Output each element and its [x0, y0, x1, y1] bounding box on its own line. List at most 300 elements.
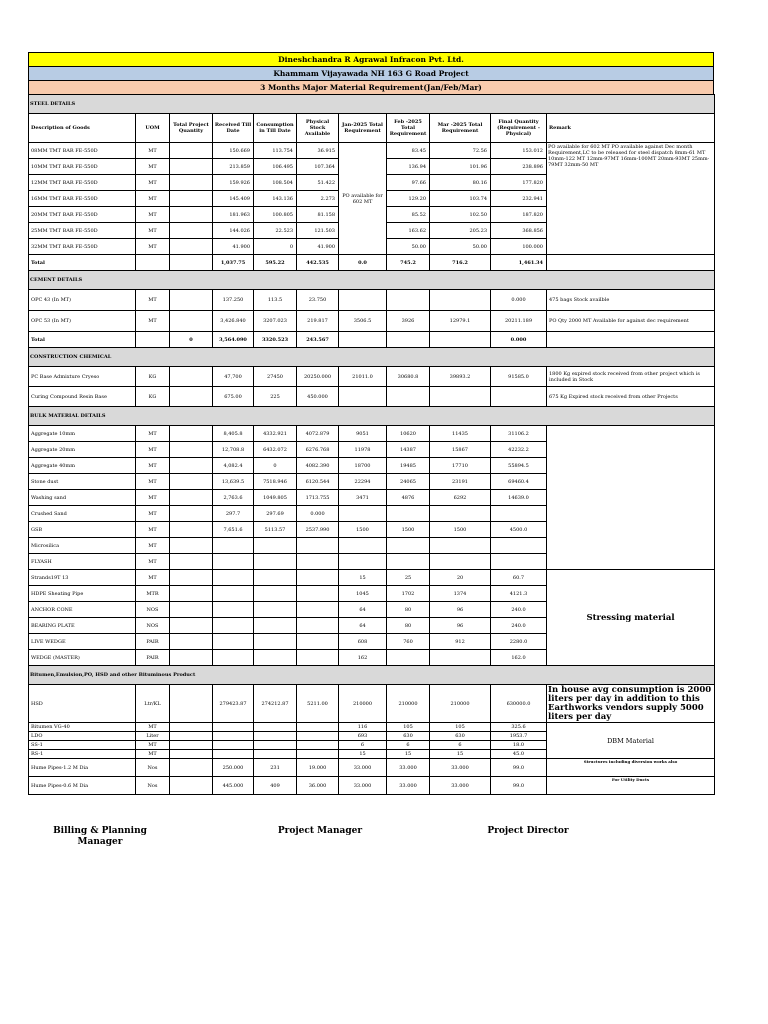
section-cement	[29, 271, 715, 290]
material-name: HDPE Sheating Pipe	[29, 586, 136, 602]
total-qty-cell	[170, 442, 213, 458]
received-cell: 144.026	[213, 223, 254, 239]
feb-cell: 163.62	[387, 223, 430, 239]
total-qty-cell	[170, 490, 213, 506]
mar-cell	[430, 650, 491, 666]
stressing-remark: Stressing material	[547, 570, 715, 666]
jan-cell: 9051	[339, 426, 387, 442]
phy-cell: 19.000	[297, 759, 339, 777]
column-header-desc: Description of Goods	[29, 114, 136, 143]
final-cell: 187.820	[491, 207, 547, 223]
total-rec: 1,037.75	[213, 255, 254, 271]
jan-cell	[339, 506, 387, 522]
table-cell	[387, 332, 430, 348]
material-name: OPC 53 (In MT)	[29, 311, 136, 332]
phy-cell	[297, 538, 339, 554]
rec-cell: 297.7	[213, 506, 254, 522]
fin-cell: 0.000	[491, 290, 547, 311]
phy-cell: 0.000	[297, 506, 339, 522]
table-cell	[254, 723, 297, 732]
section-title: CEMENT DETAILS	[29, 271, 715, 290]
material-name: GSB	[29, 522, 136, 538]
remark-cell: 1800 Kg expired stock received from other project which is included in Stock	[547, 367, 715, 387]
feb-cell	[387, 387, 430, 407]
total-qty-cell	[170, 650, 213, 666]
total-rec: 3,564.090	[213, 332, 254, 348]
fin-cell: 31106.2	[491, 426, 547, 442]
table-cell	[297, 741, 339, 750]
mar-cell: 72.56	[430, 143, 491, 159]
material-name: OPC 43 (In MT)	[29, 290, 136, 311]
total-qty-cell	[170, 223, 213, 239]
feb-cell: 80	[387, 602, 430, 618]
mar-cell: 103.74	[430, 191, 491, 207]
total-qty-cell	[170, 426, 213, 442]
uom-cell: PAIR	[136, 650, 170, 666]
section-title: Bitumen,Emulsion,PO, HSD and other Bituminous Product	[29, 666, 715, 685]
feb-cell: 630	[387, 732, 430, 741]
rec-cell	[213, 602, 254, 618]
con-cell: 225	[254, 387, 297, 407]
physical-cell: 51.422	[297, 175, 339, 191]
column-header-total_qty: Total Project Quantity	[170, 114, 213, 143]
column-header-final: Final Quantity (Requirement - Physical)	[491, 114, 547, 143]
phy-cell: 6120.544	[297, 474, 339, 490]
jan-cell: 15	[339, 570, 387, 586]
uom-cell: PAIR	[136, 634, 170, 650]
rec-cell	[213, 634, 254, 650]
table-cell	[213, 732, 254, 741]
mar-cell: 33.000	[430, 759, 491, 777]
total-qty: 0	[170, 332, 213, 348]
bitumen-row	[29, 723, 715, 732]
material-name: LDO	[29, 732, 136, 741]
uom-cell: MT	[136, 723, 170, 732]
feb-cell: 97.66	[387, 175, 430, 191]
final-cell: 368.856	[491, 223, 547, 239]
table-cell	[213, 741, 254, 750]
uom-cell: MT	[136, 750, 170, 759]
mar-cell: 205.23	[430, 223, 491, 239]
phy-cell	[297, 554, 339, 570]
material-table	[28, 94, 715, 795]
column-header-physical: Physical Stock Available	[297, 114, 339, 143]
fin-cell	[491, 538, 547, 554]
fin-cell	[491, 554, 547, 570]
total-feb: 745.2	[387, 255, 430, 271]
material-name: Strands19T 13	[29, 570, 136, 586]
table-cell	[170, 723, 213, 732]
section-bulk	[29, 407, 715, 426]
phy-cell: 36.000	[297, 777, 339, 795]
phy-cell	[297, 634, 339, 650]
rec-cell: 12,708.8	[213, 442, 254, 458]
fin-cell: 4121.3	[491, 586, 547, 602]
column-header-mar: Mar -2025 Total Requirement	[430, 114, 491, 143]
jan-cell: 116	[339, 723, 387, 732]
fin-cell: 69460.4	[491, 474, 547, 490]
con-cell: 297.69	[254, 506, 297, 522]
total-phy: 442.535	[297, 255, 339, 271]
phy-cell: 5211.00	[297, 685, 339, 723]
column-header-feb: Feb -2025 Total Requirement	[387, 114, 430, 143]
remark-cell: PO Qty 2000 MT Available for against dec requirement	[547, 311, 715, 332]
column-header-jan: Jan-2025 Total Requirement	[339, 114, 387, 143]
remark-cell: 475 bags Stock availble	[547, 290, 715, 311]
feb-cell: 136.94	[387, 159, 430, 175]
material-name: 20MM TMT BAR FE-550D	[29, 207, 136, 223]
physical-cell: 2.273	[297, 191, 339, 207]
uom-cell: MT	[136, 538, 170, 554]
jan-cell: 11978	[339, 442, 387, 458]
rec-cell: 8,405.8	[213, 426, 254, 442]
rec-cell: 675.00	[213, 387, 254, 407]
con-cell	[254, 554, 297, 570]
jan-cell: 22294	[339, 474, 387, 490]
mar-cell: 101.96	[430, 159, 491, 175]
con-cell	[254, 586, 297, 602]
project-manager-signature: Project Manager	[277, 826, 363, 836]
mar-cell: 1374	[430, 586, 491, 602]
jan-cell: 6	[339, 741, 387, 750]
total-qty-cell	[170, 759, 213, 777]
material-name: 10MM TMT BAR FE-550D	[29, 159, 136, 175]
fin-cell: 162.0	[491, 650, 547, 666]
uom-cell: MT	[136, 474, 170, 490]
feb-cell: 85.52	[387, 207, 430, 223]
mar-cell: 33.000	[430, 777, 491, 795]
uom-cell: MT	[136, 311, 170, 332]
jan-cell: 3471	[339, 490, 387, 506]
phy-cell: 20250.000	[297, 367, 339, 387]
steel-remark: PO available for 602 MT PO available against Dec month Requirement,LC to be released for steel dispatch 8mm-61 MT 10mm-122 MT 12mm-97MT 16mm-100MT 20mm-93MT 25mm-79MT 32mm-50 MT	[547, 143, 715, 255]
mar-cell: 39893.2	[430, 367, 491, 387]
qty-cell	[170, 311, 213, 332]
fin-cell: 240.0	[491, 602, 547, 618]
final-cell: 177.820	[491, 175, 547, 191]
feb-cell: 19485	[387, 458, 430, 474]
pipe-remark: Structures including diversion works also	[547, 759, 715, 777]
section-title: CONSTRUCTION CHEMICAL	[29, 348, 715, 367]
uom-cell: MT	[136, 522, 170, 538]
fin-cell: 325.6	[491, 723, 547, 732]
table-cell	[339, 332, 387, 348]
material-name: LIVE WEDGE	[29, 634, 136, 650]
rec-cell: 7,651.6	[213, 522, 254, 538]
fin-cell: 1953.7	[491, 732, 547, 741]
total-con: 595.22	[254, 255, 297, 271]
remark-cell: 675 Kg Expired stock received from other Projects	[547, 387, 715, 407]
phy-cell: 23.750	[297, 290, 339, 311]
total-qty-cell	[170, 387, 213, 407]
uom-cell: MT	[136, 506, 170, 522]
bulk-row	[29, 570, 715, 586]
table-cell	[170, 741, 213, 750]
mar-cell: 105	[430, 723, 491, 732]
uom-cell: MT	[136, 223, 170, 239]
fin-cell: 18.0	[491, 741, 547, 750]
phy-cell: 450.000	[297, 387, 339, 407]
rec-cell	[213, 554, 254, 570]
fin-cell: 630000.0	[491, 685, 547, 723]
con-cell: 1049.805	[254, 490, 297, 506]
rec-cell	[213, 538, 254, 554]
section-bitumen	[29, 666, 715, 685]
material-name: Crushed Sand	[29, 506, 136, 522]
physical-cell: 107.364	[297, 159, 339, 175]
remark-cell	[547, 426, 715, 570]
con-cell	[254, 618, 297, 634]
company-name: Dineshchandra R Agrawal Infracon Pvt. Ltd.	[28, 52, 714, 66]
fin-cell: 55894.5	[491, 458, 547, 474]
fin-cell: 2280.0	[491, 634, 547, 650]
feb-cell: 30680.8	[387, 367, 430, 387]
material-name: Hume Pipes-0.6 M Dia	[29, 777, 136, 795]
feb-cell	[387, 506, 430, 522]
jan-cell: 1500	[339, 522, 387, 538]
material-name: Hume Pipes-1.2 M Dia	[29, 759, 136, 777]
jan-cell	[339, 538, 387, 554]
consumption-cell: 106.495	[254, 159, 297, 175]
feb-cell: 14387	[387, 442, 430, 458]
jan-cell	[339, 387, 387, 407]
jan-cell: 1045	[339, 586, 387, 602]
uom-cell: KG	[136, 387, 170, 407]
rec-cell: 137.250	[213, 290, 254, 311]
jan-cell	[339, 554, 387, 570]
total-qty-cell	[170, 239, 213, 255]
column-header-remark: Remark	[547, 114, 715, 143]
feb-cell: 33.000	[387, 777, 430, 795]
con-cell	[254, 602, 297, 618]
requirement-sheet	[28, 52, 714, 795]
steel-row	[29, 143, 715, 159]
rec-cell	[213, 618, 254, 634]
feb-cell: 3926	[387, 311, 430, 332]
con-cell	[254, 570, 297, 586]
jan-cell: 18700	[339, 458, 387, 474]
phy-cell: 4082.390	[297, 458, 339, 474]
uom-cell: MT	[136, 159, 170, 175]
con-cell: 27450	[254, 367, 297, 387]
feb-cell	[387, 650, 430, 666]
final-cell: 100.000	[491, 239, 547, 255]
con-cell: 6432.072	[254, 442, 297, 458]
project-name: Khammam Vijayawada NH 163 G Road Project	[28, 66, 714, 80]
final-cell: 238.896	[491, 159, 547, 175]
feb-cell	[387, 538, 430, 554]
total-fin: 0.000	[491, 332, 547, 348]
physical-cell: 41.900	[297, 239, 339, 255]
rec-cell: 279423.87	[213, 685, 254, 723]
uom-cell: MT	[136, 442, 170, 458]
con-cell: 231	[254, 759, 297, 777]
con-cell: 4332.921	[254, 426, 297, 442]
chemical-row	[29, 367, 715, 387]
hsd-row	[29, 685, 715, 723]
uom-cell: MT	[136, 741, 170, 750]
jan-cell: 21011.0	[339, 367, 387, 387]
material-name: BEARING PLATE	[29, 618, 136, 634]
received-cell: 150.669	[213, 143, 254, 159]
consumption-cell: 143.136	[254, 191, 297, 207]
total-qty-cell	[170, 634, 213, 650]
mar-cell: 50.00	[430, 239, 491, 255]
consumption-cell: 108.504	[254, 175, 297, 191]
received-cell: 41.900	[213, 239, 254, 255]
consumption-cell: 22.523	[254, 223, 297, 239]
total-qty-cell	[170, 618, 213, 634]
section-steel	[29, 95, 715, 114]
rec-cell: 2,763.6	[213, 490, 254, 506]
uom-cell: Ltr/KL	[136, 685, 170, 723]
total-qty-cell	[170, 586, 213, 602]
uom-cell: Nos	[136, 759, 170, 777]
mar-cell: 17710	[430, 458, 491, 474]
project-director-signature: Project Director	[487, 826, 569, 836]
table-cell	[136, 255, 170, 271]
column-header-row	[29, 114, 715, 143]
total-qty-cell	[170, 685, 213, 723]
feb-cell: 1702	[387, 586, 430, 602]
material-name: 25MM TMT BAR FE-550D	[29, 223, 136, 239]
jan-cell: 608	[339, 634, 387, 650]
total-qty-cell	[170, 474, 213, 490]
column-header-uom: UOM	[136, 114, 170, 143]
hsd-remark: In house avg consumption is 2000 liters per day in addition to this Earthworks vendors supply 5000 liters per day	[547, 685, 715, 723]
uom-cell: MT	[136, 490, 170, 506]
mar-cell: 96	[430, 618, 491, 634]
table-cell	[254, 750, 297, 759]
cement-row	[29, 311, 715, 332]
feb-cell: 105	[387, 723, 430, 732]
material-name: Microsilica	[29, 538, 136, 554]
con-cell	[254, 538, 297, 554]
total-con: 3320.523	[254, 332, 297, 348]
pipe-remark: For Utility Ducts	[547, 777, 715, 795]
final-cell: 153.012	[491, 143, 547, 159]
material-name: Stone dust	[29, 474, 136, 490]
total-qty-cell	[170, 143, 213, 159]
total-fin: 1,461.34	[491, 255, 547, 271]
phy-cell	[297, 586, 339, 602]
column-header-consumption: Consumption in Till Date	[254, 114, 297, 143]
material-name: 16MM TMT BAR FE-550D	[29, 191, 136, 207]
final-cell: 232.941	[491, 191, 547, 207]
table-cell	[170, 255, 213, 271]
billing-manager-signature: Billing & Planning Manager	[53, 826, 147, 847]
mar-cell: 630	[430, 732, 491, 741]
uom-cell: NOS	[136, 602, 170, 618]
total-qty-cell	[170, 207, 213, 223]
mar-cell: 15867	[430, 442, 491, 458]
material-name: ANCHOR CONE	[29, 602, 136, 618]
received-cell: 159.926	[213, 175, 254, 191]
mar-cell: 210000	[430, 685, 491, 723]
phy-cell: 2537.990	[297, 522, 339, 538]
mar-cell: 20	[430, 570, 491, 586]
bulk-row	[29, 426, 715, 442]
cement-total-row	[29, 332, 715, 348]
mar-cell: 6292	[430, 490, 491, 506]
jan-cell: 3506.5	[339, 311, 387, 332]
phy-cell	[297, 650, 339, 666]
feb-cell: 25	[387, 570, 430, 586]
mar-cell: 102.50	[430, 207, 491, 223]
material-name: 08MM TMT BAR FE-550D	[29, 143, 136, 159]
uom-cell: MT	[136, 191, 170, 207]
feb-cell: 83.45	[387, 143, 430, 159]
uom-cell: Nos	[136, 777, 170, 795]
uom-cell: NOS	[136, 618, 170, 634]
rec-cell: 13,639.5	[213, 474, 254, 490]
section-title: BULK MATERIAL DETAILS	[29, 407, 715, 426]
qty-cell	[170, 290, 213, 311]
fin-cell: 91585.0	[491, 367, 547, 387]
total-qty-cell	[170, 506, 213, 522]
physical-cell: 81.158	[297, 207, 339, 223]
feb-cell: 1500	[387, 522, 430, 538]
uom-cell: MT	[136, 175, 170, 191]
table-cell	[213, 750, 254, 759]
uom-cell: MT	[136, 290, 170, 311]
mar-cell: 11435	[430, 426, 491, 442]
mar-cell	[430, 506, 491, 522]
material-name: 12MM TMT BAR FE-550D	[29, 175, 136, 191]
physical-cell: 36.915	[297, 143, 339, 159]
table-cell	[136, 332, 170, 348]
material-name: Aggregate 10mm	[29, 426, 136, 442]
mar-cell	[430, 538, 491, 554]
mar-cell: 6	[430, 741, 491, 750]
mar-cell	[430, 554, 491, 570]
uom-cell: MT	[136, 239, 170, 255]
rec-cell	[213, 586, 254, 602]
con-cell: 5113.57	[254, 522, 297, 538]
phy-cell: 6276.768	[297, 442, 339, 458]
jan-cell: 162	[339, 650, 387, 666]
con-cell: 0	[254, 458, 297, 474]
rec-cell: 3,426.840	[213, 311, 254, 332]
fin-cell	[491, 506, 547, 522]
mar-cell	[430, 387, 491, 407]
feb-cell: 24065	[387, 474, 430, 490]
total-qty-cell	[170, 367, 213, 387]
table-cell	[254, 741, 297, 750]
table-cell	[254, 732, 297, 741]
mar-cell: 80.16	[430, 175, 491, 191]
material-name: WEDGE (MASTER)	[29, 650, 136, 666]
table-cell	[213, 723, 254, 732]
total-label: Total	[29, 255, 136, 271]
total-qty-cell	[170, 570, 213, 586]
uom-cell: MT	[136, 554, 170, 570]
consumption-cell: 100.805	[254, 207, 297, 223]
table-cell	[170, 732, 213, 741]
fin-cell: 42232.2	[491, 442, 547, 458]
material-name: RS-1	[29, 750, 136, 759]
jan-cell	[339, 290, 387, 311]
dbm-remark: DBM Material	[547, 723, 715, 759]
mar-cell: 912	[430, 634, 491, 650]
section-chemical	[29, 348, 715, 367]
fin-cell	[491, 387, 547, 407]
feb-cell	[387, 554, 430, 570]
chemical-row	[29, 387, 715, 407]
total-label: Total	[29, 332, 136, 348]
con-cell	[254, 650, 297, 666]
con-cell: 3207.023	[254, 311, 297, 332]
